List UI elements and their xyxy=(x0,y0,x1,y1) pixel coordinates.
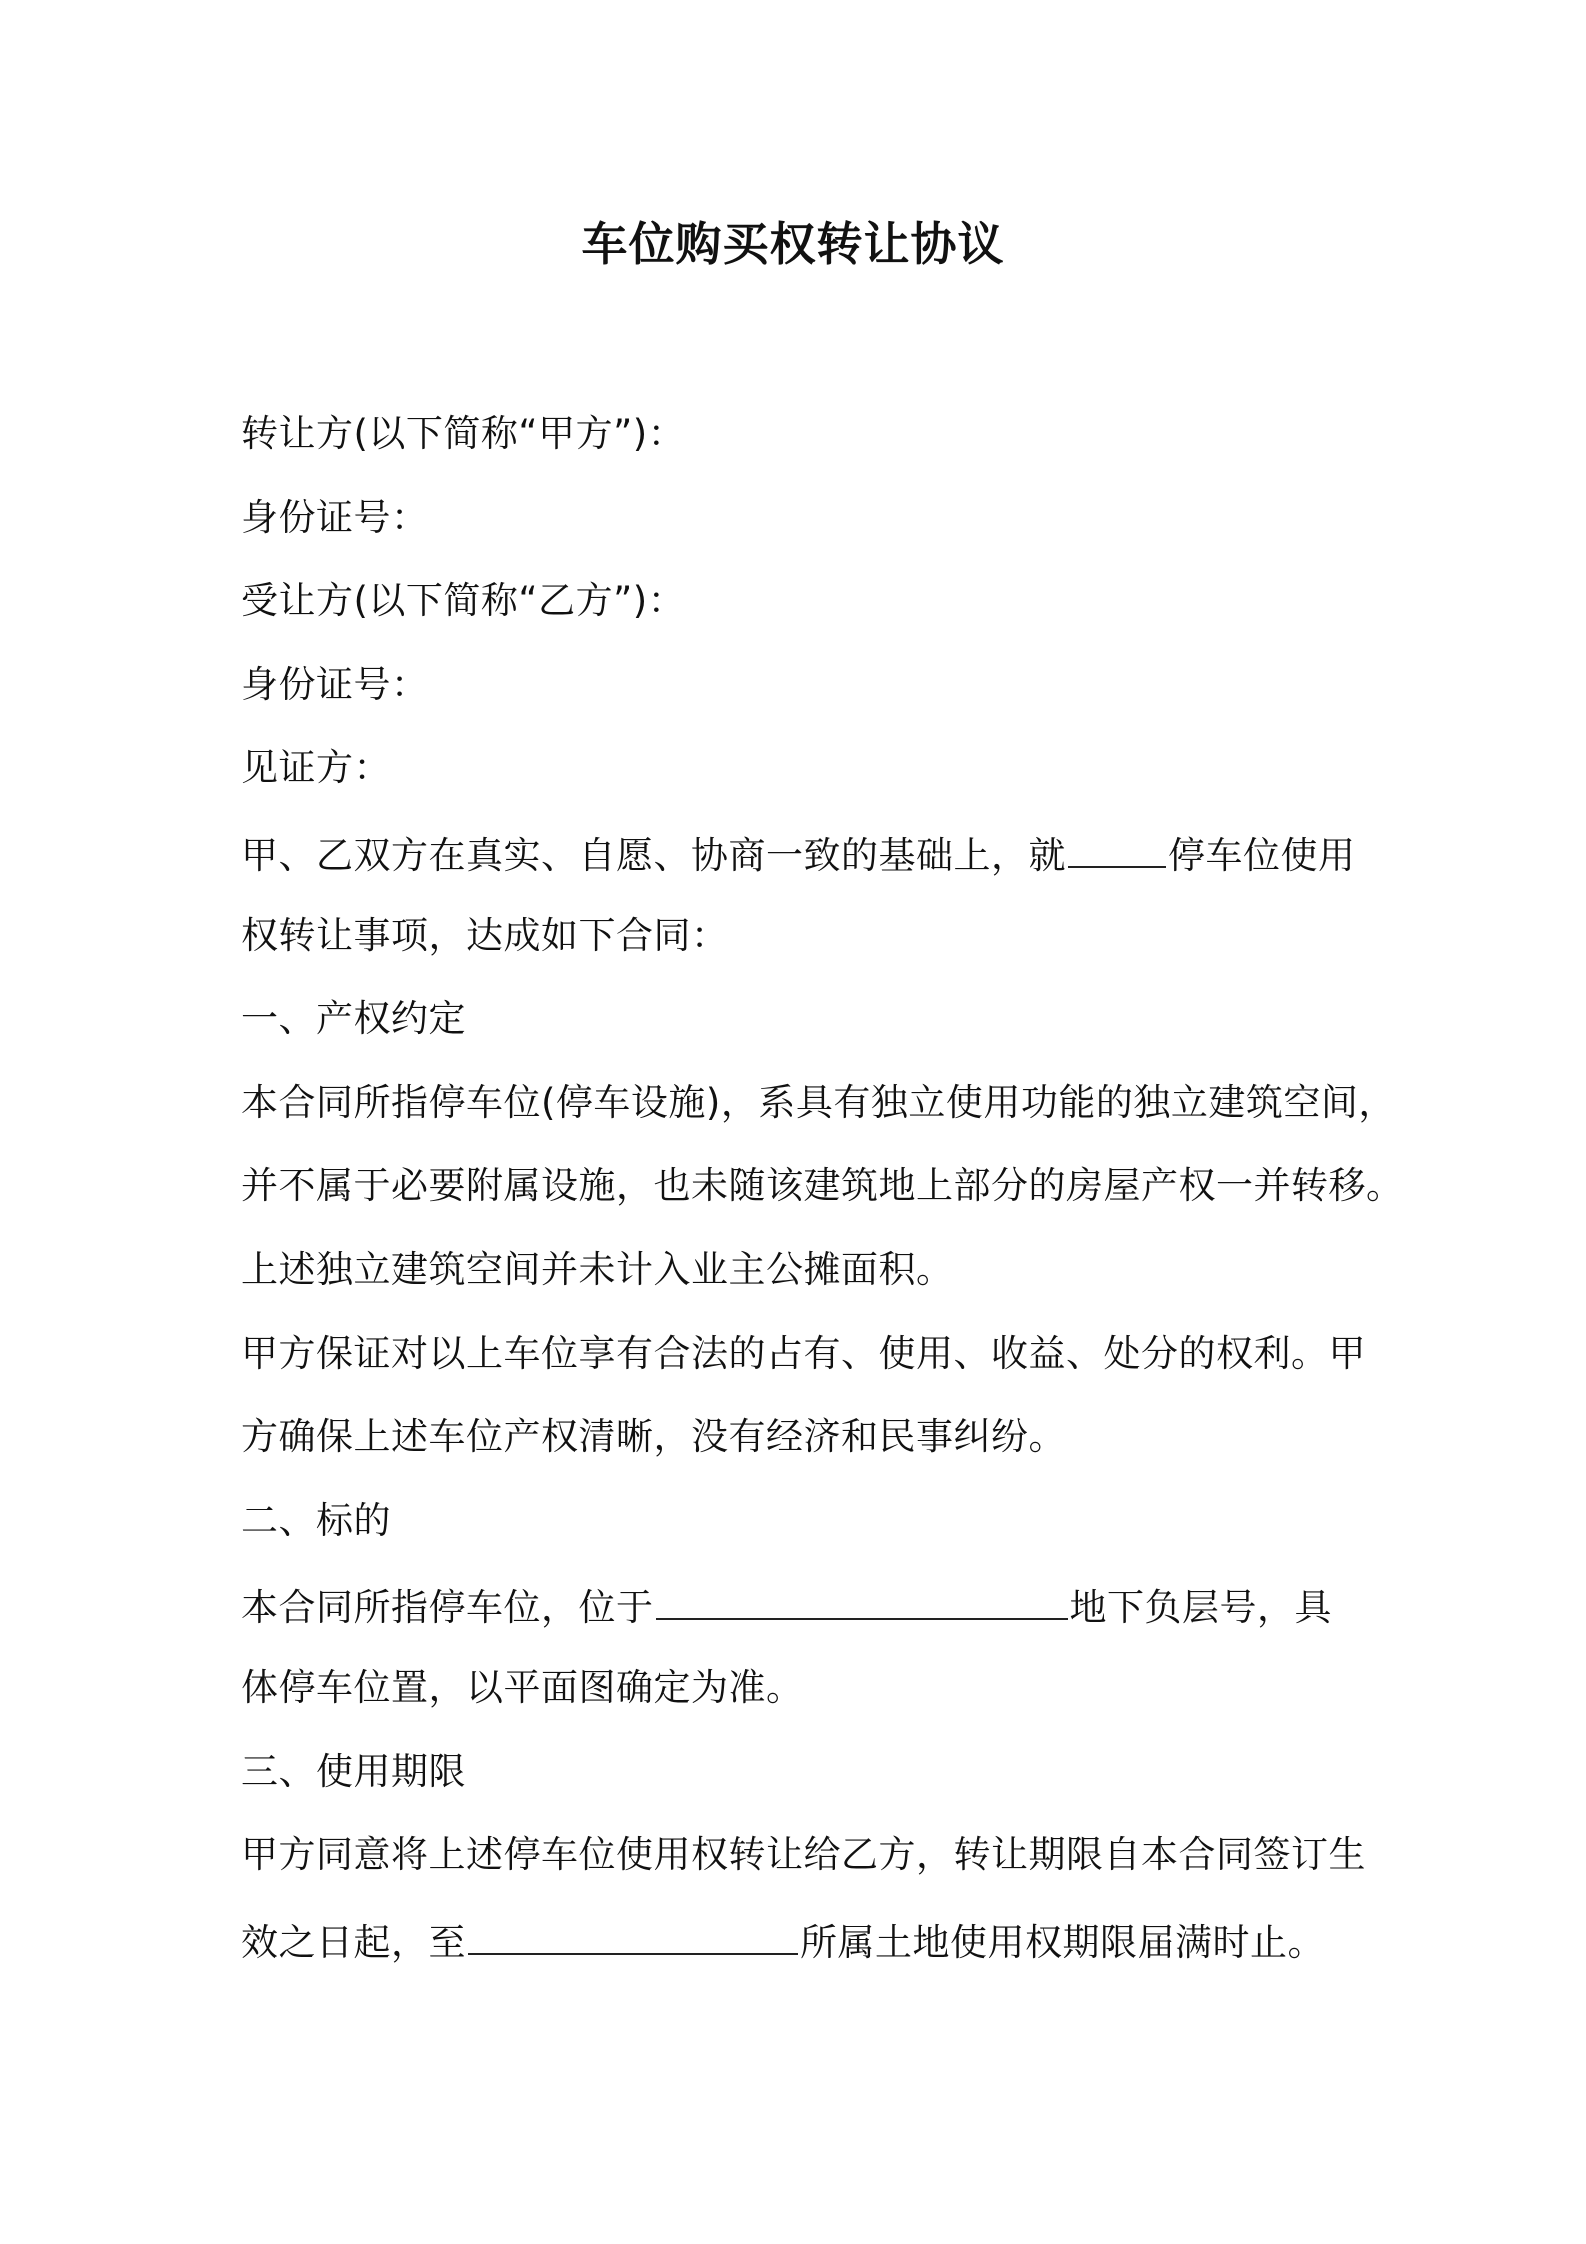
section-1-para-2-line-2: 方确保上述车位产权清晰，没有经济和民事纠纷。 xyxy=(241,1415,1066,1459)
term-end-blank xyxy=(468,1909,798,1955)
section-2-heading: 二、标的 xyxy=(241,1498,391,1542)
intro-text-b: 停车位使用 xyxy=(1168,833,1356,877)
section-3-heading: 三、使用期限 xyxy=(241,1749,466,1793)
section-1-para-1-line-2: 并不属于必要附属设施，也未随该建筑地上部分的房屋产权一并转移。 xyxy=(241,1164,1404,1208)
witness-line: 见证方： xyxy=(241,746,391,790)
section-3-text-a: 效之日起，至 xyxy=(241,1920,466,1964)
document-title: 车位购买权转让协议 xyxy=(581,217,1005,271)
section-1-para-2-line-1: 甲方保证对以上车位享有合法的占有、使用、收益、处分的权利。甲 xyxy=(241,1331,1366,1375)
parking-space-blank xyxy=(1068,822,1166,868)
section-1-para-1-line-1: 本合同所指停车位(停车设施)，系具有独立使用功能的独立建筑空间， xyxy=(241,1080,1396,1124)
intro-line-2: 权转让事项，达成如下合同： xyxy=(241,913,729,957)
section-2-line-2: 体停车位置，以平面图确定为准。 xyxy=(241,1665,804,1709)
transferee-line: 受让方(以下简称“乙方”)： xyxy=(241,579,686,623)
section-3-line-2 xyxy=(241,1909,1391,1993)
section-2-text-b: 地下负层号，具 xyxy=(1069,1586,1332,1630)
intro-line-1 xyxy=(241,822,1391,906)
transferee-id-line: 身份证号： xyxy=(241,662,429,706)
transferor-id-line: 身份证号： xyxy=(241,495,429,539)
section-1-para-1-line-3: 上述独立建筑空间并未计入业主公摊面积。 xyxy=(241,1247,954,1291)
section-3-text-b: 所属土地使用权期限届满时止。 xyxy=(800,1920,1325,1964)
intro-text-a: 甲、乙双方在真实、自愿、协商一致的基础上，就 xyxy=(241,833,1066,877)
document-body xyxy=(241,404,1404,1992)
location-blank xyxy=(656,1574,1068,1620)
section-2-text-a: 本合同所指停车位，位于 xyxy=(241,1586,654,1630)
transferor-line: 转让方(以下简称“甲方”)： xyxy=(241,412,686,455)
section-3-line-1: 甲方同意将上述停车位使用权转让给乙方，转让期限自本合同签订生 xyxy=(241,1833,1366,1877)
section-2-line-1 xyxy=(241,1574,1391,1658)
section-1-heading: 一、产权约定 xyxy=(241,997,466,1041)
